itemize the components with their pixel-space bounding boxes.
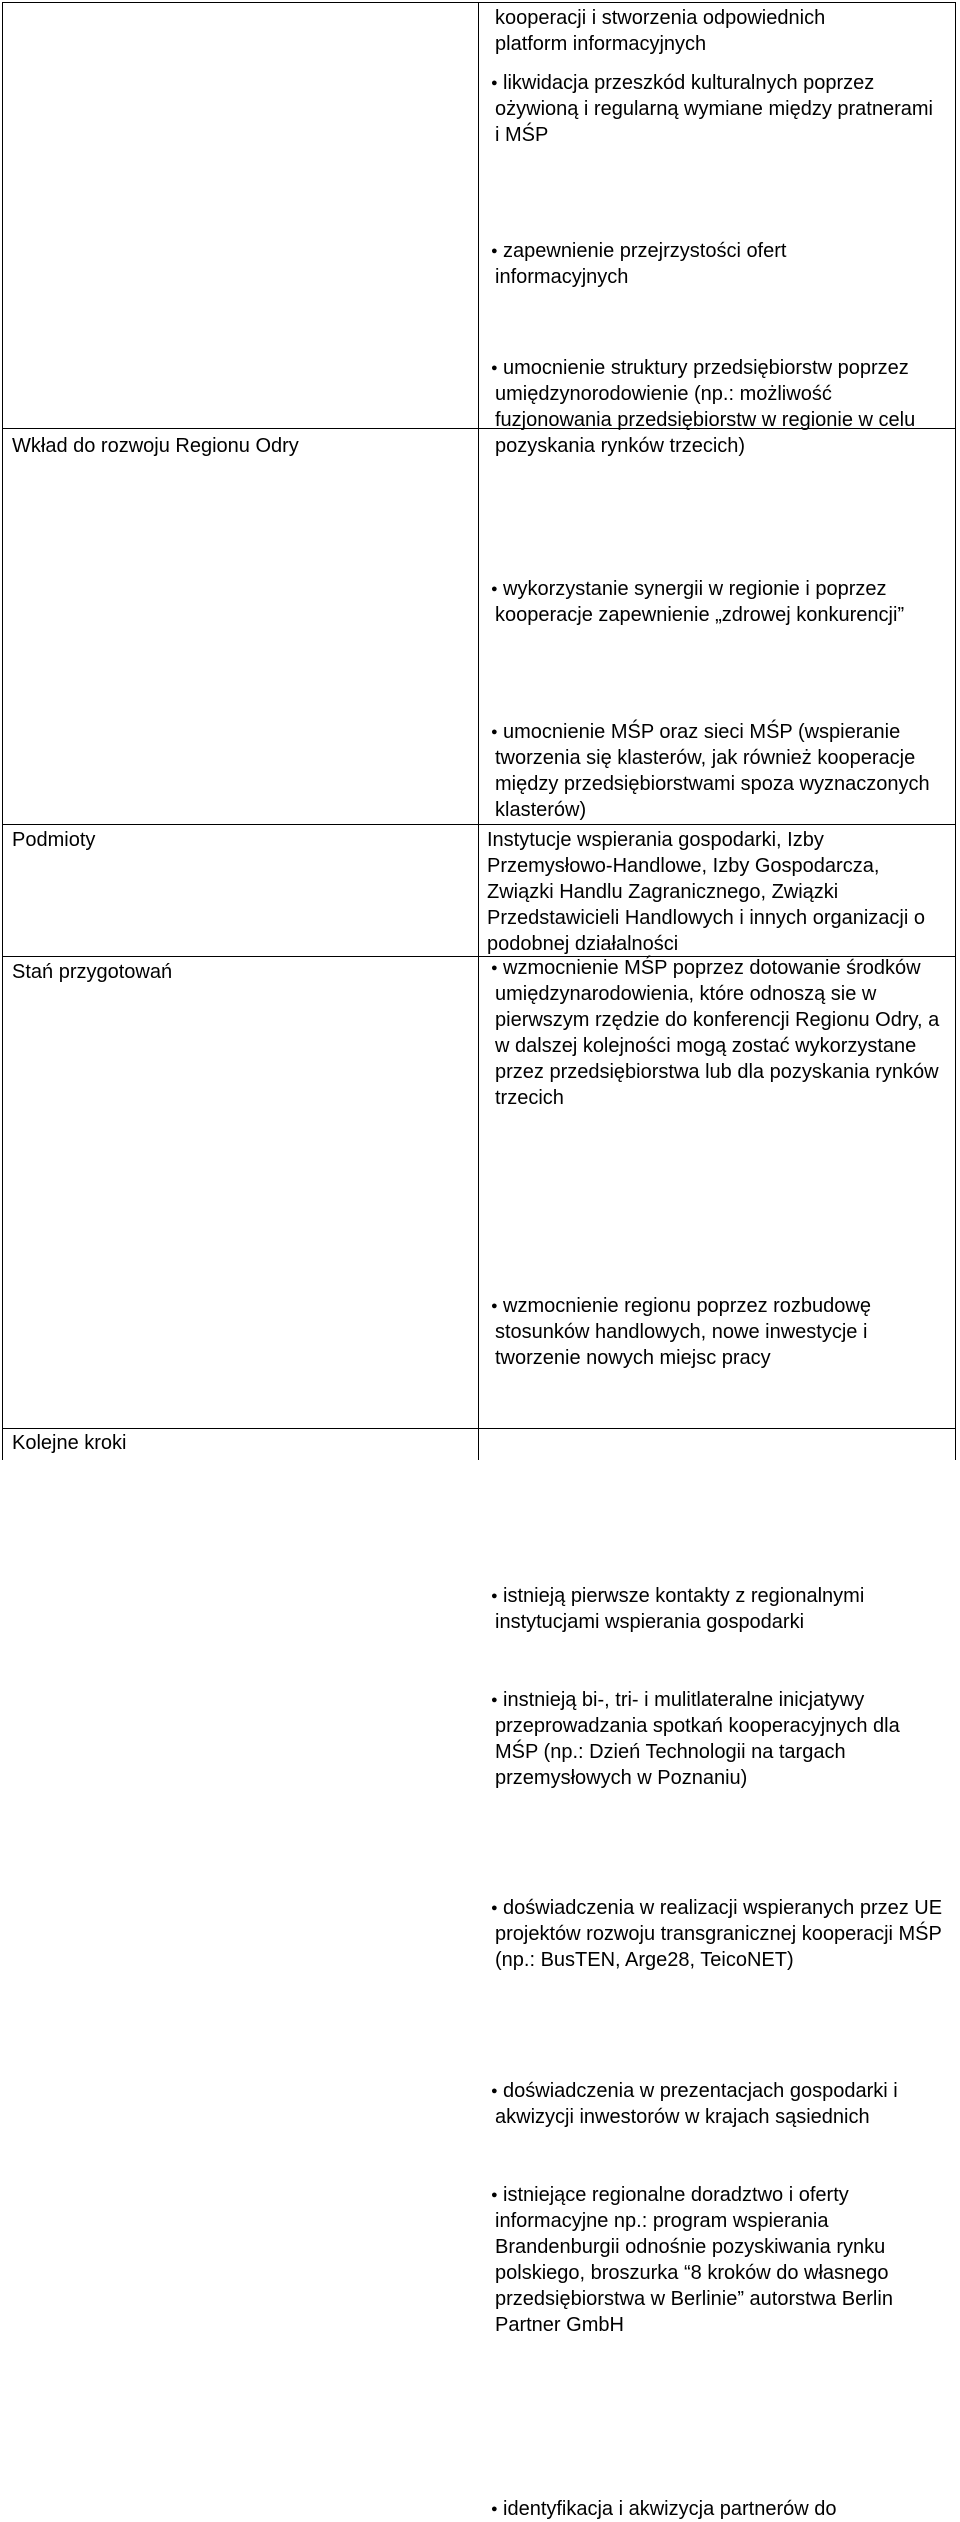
row-label-wklad: Wkład do rozwoju Regionu Odry (12, 435, 299, 457)
row-label-podmioty: Podmioty (12, 829, 96, 851)
list-item: ● instnieją bi-, tri- i mulitlateralne inicjatywy przeprowadzania spotkań kooperacyjnych dla MŚP (np.: Dzień Technologii na targach przemysłowych w Poznaniu) (491, 1689, 900, 1789)
list-item: ● doświadczenia w realizacji wspieranych przez UE projektów rozwoju transgranicznej kooperacji MŚP (np.: BusTEN, Arge28, TeicoNET) (491, 1897, 943, 1971)
table-border-right (955, 2, 956, 1460)
bullet-icon: ● (491, 726, 498, 738)
bullet-icon: ● (491, 2189, 498, 2201)
list-item: ● wzmocnienie regionu poprzez rozbudowę stosunków handlowych, nowe inwestycje i tworzenie nowych miejsc pracy (491, 1295, 871, 1369)
row-label-stan: Stań przygotowań (12, 961, 173, 983)
bullet-icon: ● (491, 1902, 498, 1914)
table-border-top (2, 2, 956, 3)
bullet-icon: ● (491, 362, 498, 374)
bullet-icon: ● (491, 77, 498, 89)
list-item: ● wzmocnienie MŚP poprzez dotowanie środków umiędzynarodowienia, które odnoszą sie w pierwszym rzędzie do konferencji Regionu Odry, a w dalszej kolejności mogą zostać wykorzystane przez przedsiębiorstwa lub dla pozyskania rynków trzecich (491, 957, 940, 1109)
list-item: ● istniejące regionalne doradztwo i oferty informacyjne np.: program wspierania Brandenburgii odnośnie pozyskiwania rynku polskiego, broszurka “8 kroków do własnego przedsiębiorstwa w Berlinie” autorstwa Berlin Partner GmbH (491, 2184, 893, 2336)
list-item: ● zapewnienie przejrzystości ofert informacyjnych (491, 240, 787, 288)
bullet-icon: ● (491, 1694, 498, 1706)
bullet-icon: ● (491, 1590, 498, 1602)
continued-lead-text: kooperacji i stworzenia odpowiednich platform informacyjnych (495, 7, 826, 55)
podmioty-text: Instytucje wspierania gospodarki, Izby Przemysłowo-Handlowe, Izby Gospodarcza, Związki Handlu Zagranicznego, Związki Przedstawicieli Handlowych i innych organizacji o podobnej działalności (487, 829, 925, 955)
bullet-icon: ● (491, 583, 498, 595)
row-divider-2 (2, 824, 956, 825)
row-divider-4 (2, 1428, 956, 1429)
bullet-icon: ● (491, 2085, 498, 2097)
row-label-kolejne: Kolejne kroki (12, 1432, 127, 1454)
list-item: ● identyfikacja i akwizycja partnerów do (491, 2498, 837, 2520)
list-item: ● likwidacja przeszkód kulturalnych poprzez ożywioną i regularną wymiane między pratnerami i MŚP (491, 72, 933, 146)
list-item: ● wykorzystanie synergii w regionie i poprzez kooperacje zapewnienie „zdrowej konkurencji” (491, 578, 905, 626)
bullet-icon: ● (491, 1300, 498, 1312)
bullet-icon: ● (491, 245, 498, 257)
bullet-icon: ● (491, 2503, 498, 2515)
table-column-divider (478, 2, 479, 1460)
list-item: ● umocnienie MŚP oraz sieci MŚP (wspieranie tworzenia się klasterów, jak również kooperacje między przedsiębiorstwami spoza wyznaczonych klasterów) (491, 721, 930, 821)
table-border-left (2, 2, 3, 1460)
list-item: ● doświadczenia w prezentacjach gospodarki i akwizycji inwestorów w krajach sąsiednich (491, 2080, 898, 2128)
list-item: ● umocnienie struktury przedsiębiorstw poprzez umiędzynorodowienie (np.: możliwość fuzjonowania przedsiębiorstw w regionie w celu pozyskania rynków trzecich) (491, 357, 916, 457)
bullet-icon: ● (491, 962, 498, 974)
list-item: ● istnieją pierwsze kontakty z regionalnymi instytucjami wspierania gospodarki (491, 1585, 865, 1633)
